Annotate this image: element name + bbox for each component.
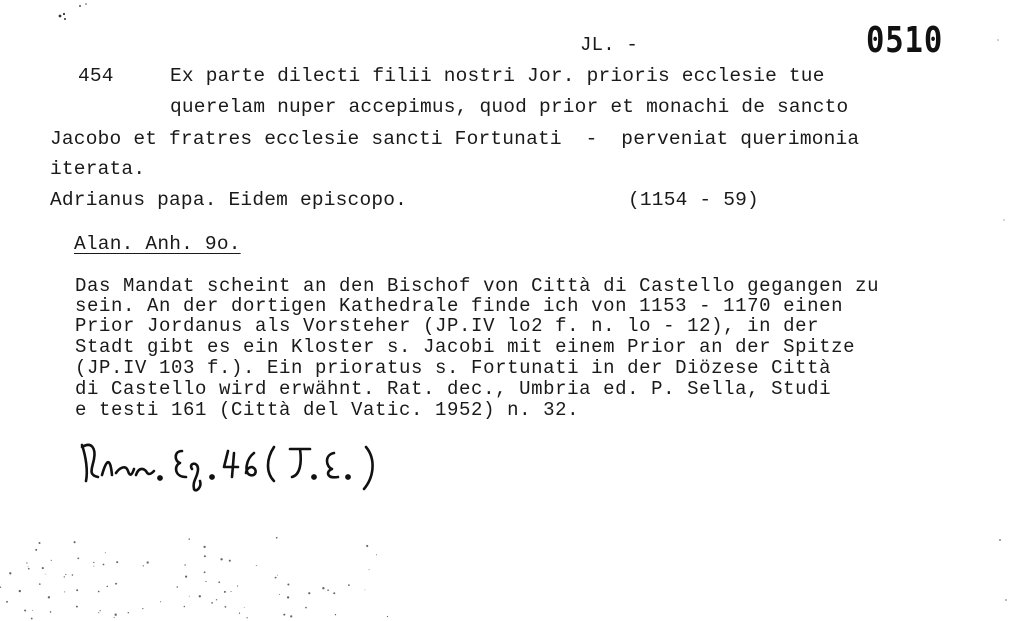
commentary-line-4: Stadt gibt es ein Kloster s. Jacobi mit einem Prior an der Spitze (75, 336, 856, 358)
commentary-line-7: e testi 161 (Città del Vatic. 1952) n. 32. (75, 399, 580, 421)
corner-mark (56, 2, 96, 24)
commentary-line-5: (JP.IV 103 f.). Ein prioratus s. Fortunati in der Diözese Città (75, 357, 832, 379)
speckle-noise (0, 531, 420, 621)
commentary-line-2: sein. An der dortigen Kathedrale finde ich von 1153 - 1170 einen (75, 295, 844, 317)
date-range: (1154 - 59) (628, 189, 759, 211)
entry-line-2: querelam nuper accepimus, quod prior et monachi de sancto (170, 96, 849, 118)
handwritten-note (76, 437, 436, 497)
edge-noise (992, 0, 1012, 621)
entry-line-1: Ex parte dilecti filii nostri Jor. prioris ecclesie tue (170, 65, 825, 87)
sender-line: Adrianus papa. Eidem episcopo. (50, 189, 408, 211)
entry-number: 454 (78, 65, 114, 87)
header-code: JL. - (580, 34, 639, 56)
entry-line-4: iterata. (50, 158, 146, 180)
commentary-line-6: di Castello wird erwähnt. Rat. dec., Umbria ed. P. Sella, Studi (75, 378, 832, 400)
source-reference: Alan. Anh. 9o. (74, 233, 241, 255)
entry-line-3: Jacobo et fratres ecclesie sancti Fortunati - perveniat querimonia (50, 128, 860, 150)
commentary-line-3: Prior Jordanus als Vorsteher (JP.IV lo2 f. n. lo - 12), in der (75, 315, 820, 337)
card-number: 0510 (866, 20, 944, 61)
commentary-line-1: Das Mandat scheint an den Bischof von Città di Castello gegangen zu (75, 275, 880, 297)
